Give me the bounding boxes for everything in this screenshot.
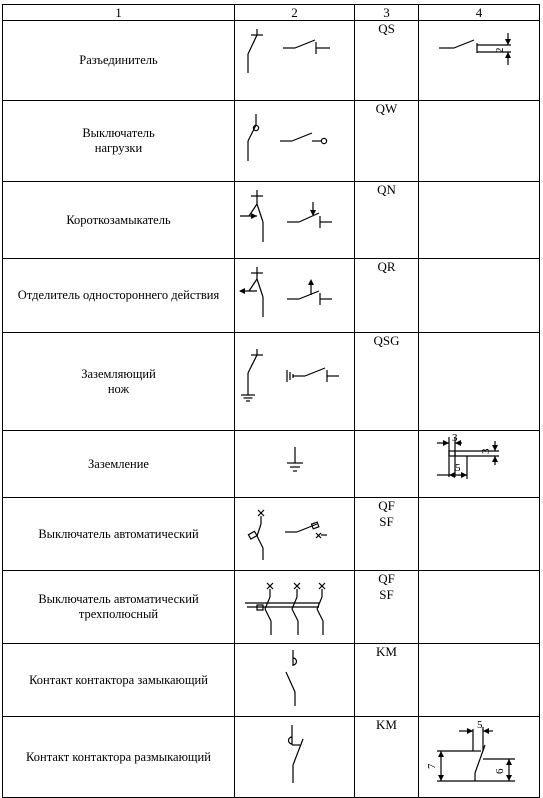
load-switch-symbol-cell	[235, 101, 355, 182]
short-circuiter-symbol-cell	[235, 182, 355, 259]
row-code: QN	[355, 182, 419, 259]
separator-symbol-cell	[235, 259, 355, 333]
dimension-cell	[419, 21, 540, 101]
row-name: Выключатель автоматический	[3, 498, 235, 571]
empty-cell	[419, 498, 540, 571]
table-row	[3, 182, 540, 259]
disconnector-dimension-drawing	[419, 21, 540, 100]
dimension-cell	[419, 431, 540, 498]
disconnector-symbol	[235, 21, 355, 100]
symbols-table	[2, 4, 540, 798]
row-code: QS	[355, 21, 419, 101]
dim-label: 3	[452, 432, 458, 444]
row-name: Отделитель одностороннего действия	[3, 259, 235, 333]
row-name: Заземляющий нож	[3, 333, 235, 431]
dim-label: 2	[494, 47, 506, 53]
empty-cell	[419, 101, 540, 182]
row-code: QR	[355, 259, 419, 333]
dim-label: 5	[455, 462, 461, 474]
header-col-2: 2	[235, 5, 355, 21]
table-row	[3, 259, 540, 333]
table-row	[3, 101, 540, 182]
table-row	[3, 498, 540, 571]
table-row	[3, 717, 540, 798]
dim-label: 3	[480, 448, 492, 454]
dimension-cell	[419, 717, 540, 798]
circuit-breaker-symbol	[235, 498, 355, 570]
empty-cell	[419, 644, 540, 717]
row-code: QW	[355, 101, 419, 182]
ground-dimension-drawing	[419, 431, 540, 497]
row-code: QSG	[355, 333, 419, 431]
row-code: QF SF	[355, 498, 419, 571]
table-row	[3, 571, 540, 644]
ground-symbol-cell	[235, 431, 355, 498]
contactor-break-contact-symbol-cell	[235, 717, 355, 798]
row-name: Выключатель нагрузки	[3, 101, 235, 182]
row-code: QF SF	[355, 571, 419, 644]
header-col-3: 3	[355, 5, 419, 21]
dim-label: 6	[494, 768, 506, 774]
row-name: Короткозамыкатель	[3, 182, 235, 259]
table-row	[3, 644, 540, 717]
table-row	[3, 21, 540, 101]
circuit-breaker-symbol-cell	[235, 498, 355, 571]
separator-symbol	[235, 259, 355, 332]
contactor-make-contact-symbol	[235, 644, 355, 716]
row-code: KM	[355, 644, 419, 717]
load-switch-symbol	[235, 101, 355, 181]
row-code: KM	[355, 717, 419, 798]
dim-label: 5	[477, 719, 483, 731]
short-circuiter-symbol	[235, 182, 355, 258]
empty-cell	[419, 333, 540, 431]
row-name: Заземление	[3, 431, 235, 498]
header-col-1: 1	[3, 5, 235, 21]
three-pole-circuit-breaker-symbol-cell	[235, 571, 355, 644]
three-pole-circuit-breaker-symbol	[235, 571, 355, 643]
row-name: Разъединитель	[3, 21, 235, 101]
empty-cell	[419, 259, 540, 333]
table-row	[3, 333, 540, 431]
table-row	[3, 431, 540, 498]
earthing-switch-symbol	[235, 333, 355, 430]
dim-label: 7	[426, 763, 438, 769]
disconnector-symbol-cell	[235, 21, 355, 101]
header-col-4: 4	[419, 5, 540, 21]
row-name: Выключатель автоматический трехполюсный	[3, 571, 235, 644]
table-header-row	[3, 5, 540, 21]
contactor-break-contact-symbol	[235, 717, 355, 797]
empty-cell	[419, 182, 540, 259]
contactor-make-contact-symbol-cell	[235, 644, 355, 717]
row-name: Контакт контактора размыкающий	[3, 717, 235, 798]
earthing-switch-symbol-cell	[235, 333, 355, 431]
empty-cell	[419, 571, 540, 644]
break-contact-dimension-drawing	[419, 717, 540, 797]
row-name: Контакт контактора замыкающий	[3, 644, 235, 717]
ground-symbol	[235, 431, 355, 497]
row-code	[355, 431, 419, 498]
